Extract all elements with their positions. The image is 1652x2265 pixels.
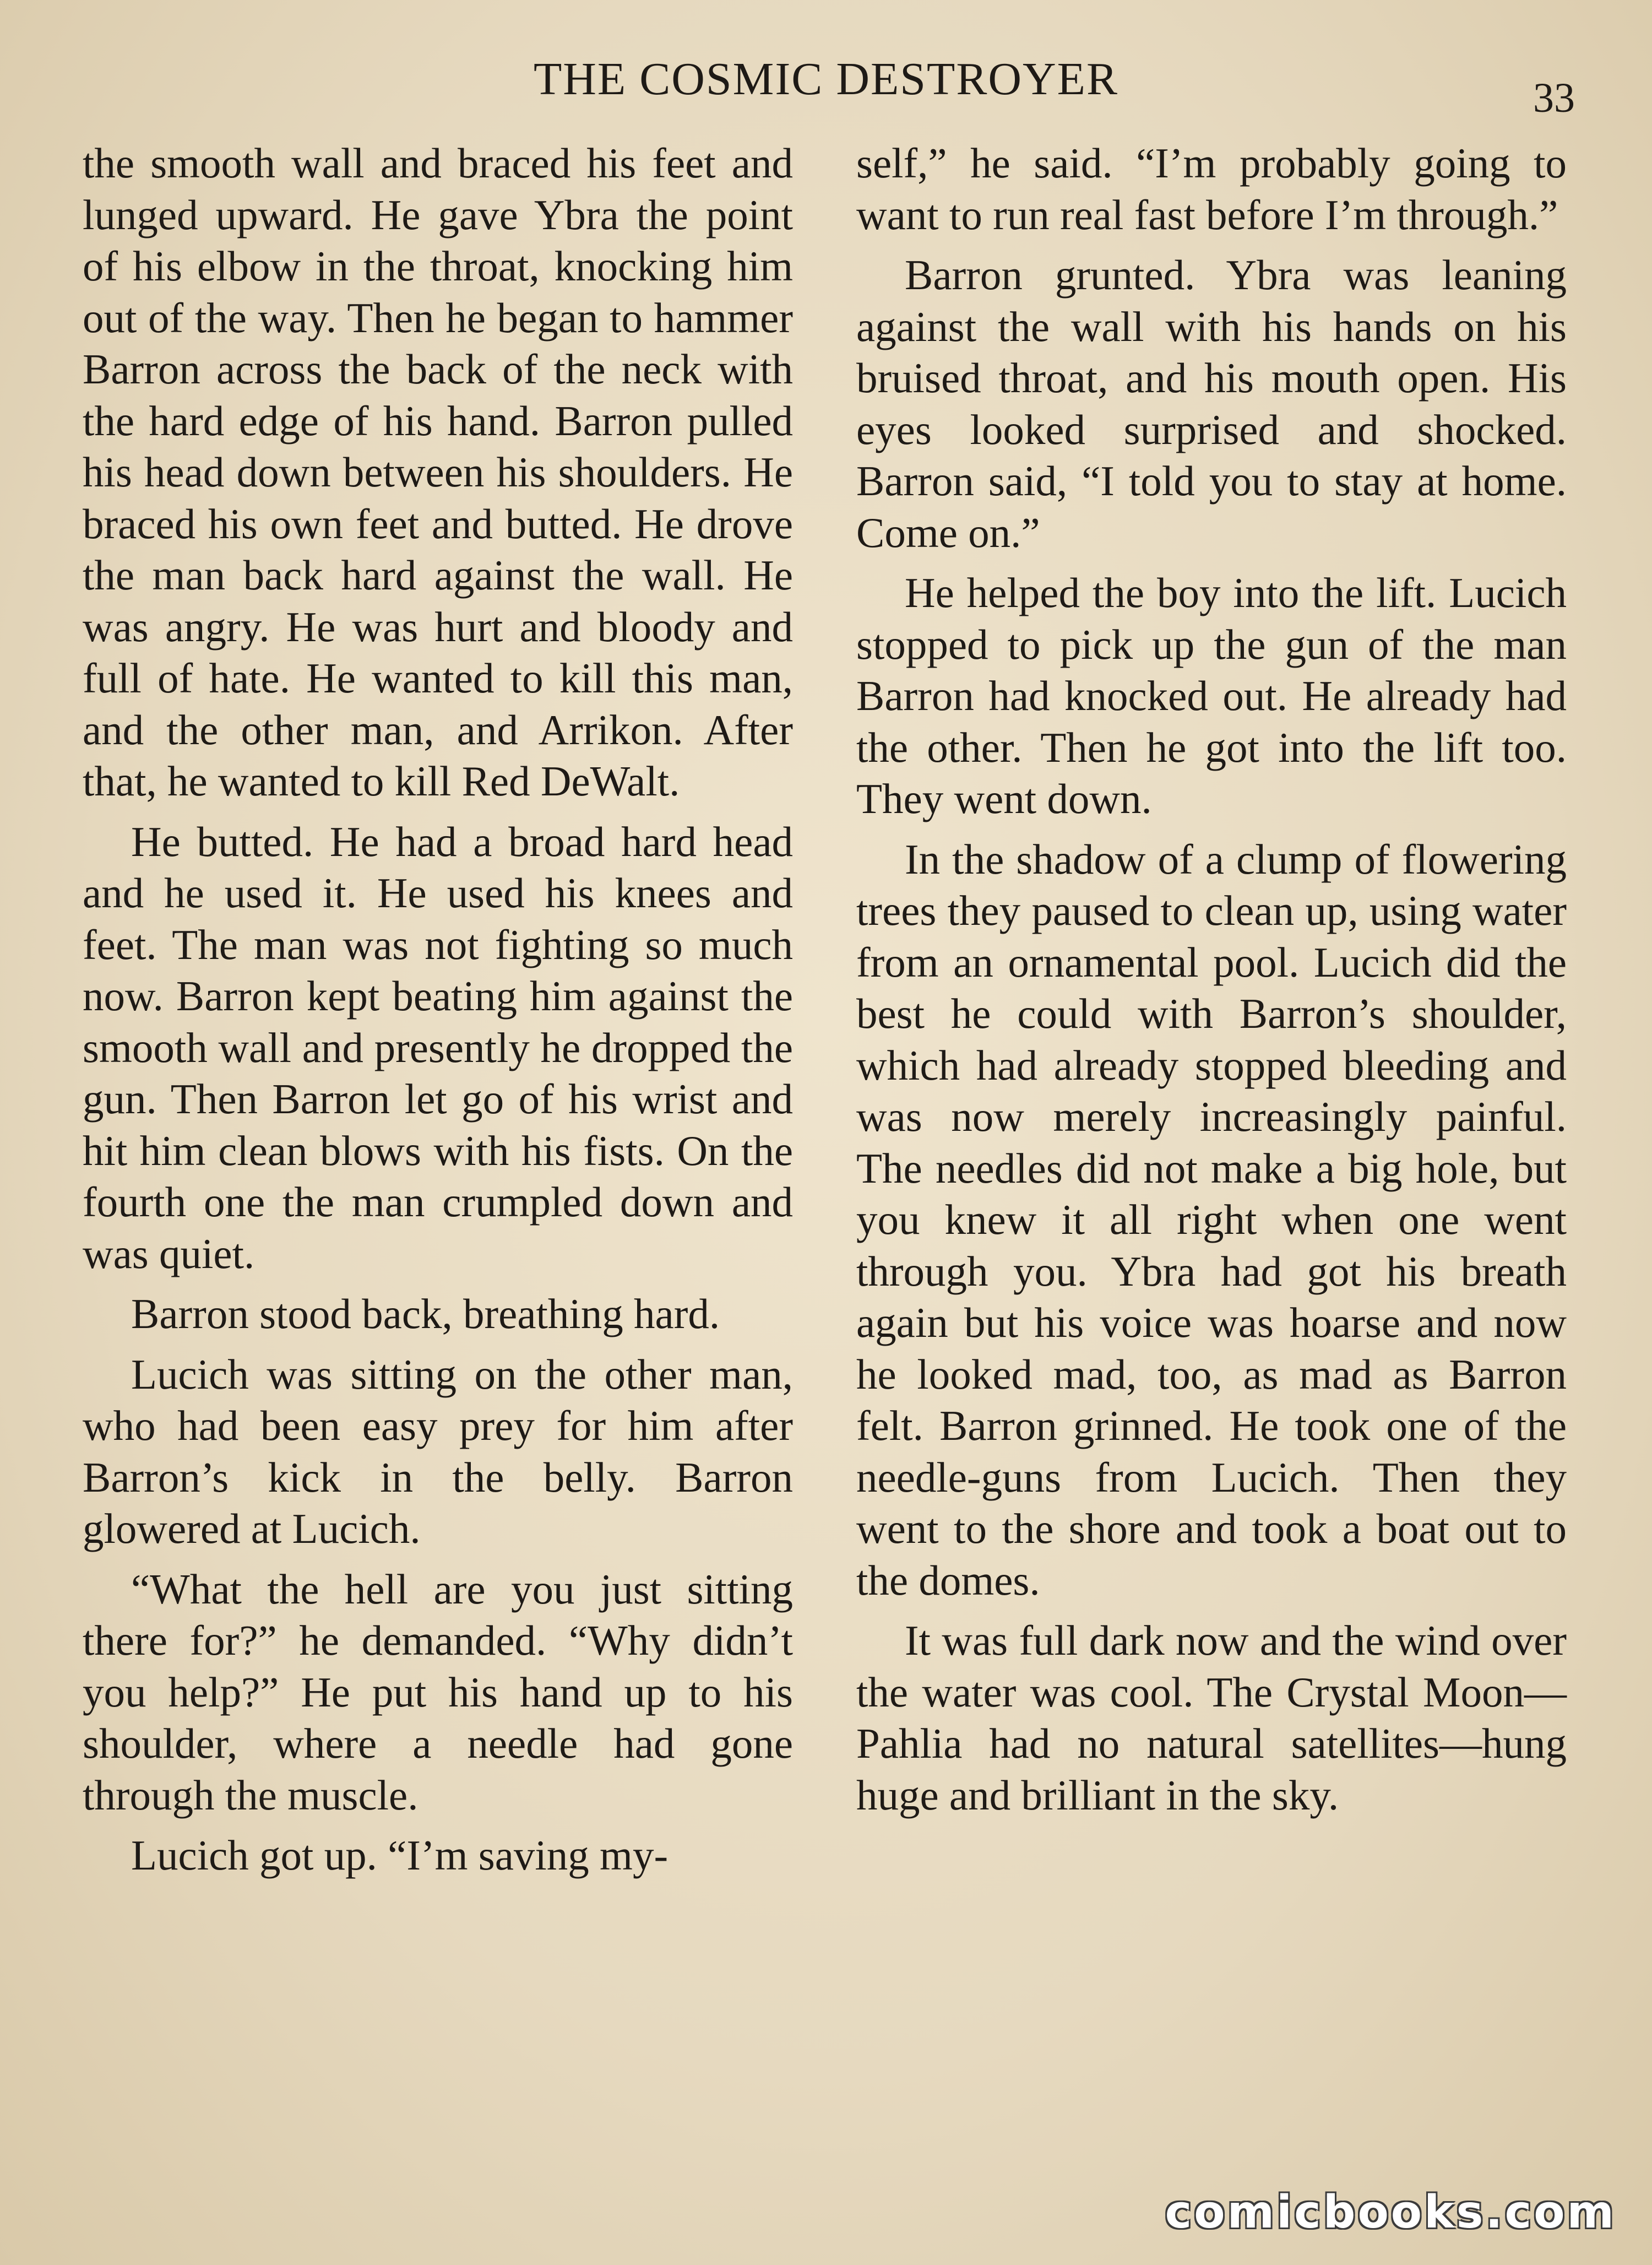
paragraph: Lucich was sitting on the other man, who had been easy prey for him after Barron’s kick in the belly. Barron glowered at Lucich.: [83, 1350, 793, 1552]
paragraph: Barron grunted. Ybra was leaning against the wall with his hands on his bruised throat, and his mouth open. His eyes looked surprised and shocked. Barron said, “I told you to stay at home. Come on.”: [856, 251, 1567, 556]
paragraph: He butted. He had a broad hard head and he used it. He used his knees and feet. The man was not fighting so much now. Barron kept beating him against the smooth wall and presently he dropped the gun. Then Barron let go of his wrist and hit him clean blows with his fists. On the fourth one the man crumpled down and was quiet.: [83, 817, 793, 1277]
page-number: 33: [1533, 75, 1575, 121]
watermark-logo: comicbooks.com: [1165, 2186, 1616, 2239]
running-header: THE COSMIC DESTROYER: [533, 53, 1119, 105]
paragraph: Lucich got up. “I’m saving my-: [131, 1831, 669, 1879]
paragraph: self,” he said. “I’m probably going to want to run real fast before I’m through.”: [856, 139, 1567, 239]
paragraph: It was full dark now and the wind over the water was cool. The Crystal Moon—Pahlia had no natural satellites—hung huge and brilliant in the sky.: [856, 1617, 1567, 1819]
left-column: [83, 138, 793, 1890]
paragraph: He helped the boy into the lift. Lucich stopped to pick up the gun of the man Barron had knocked out. He already had the other. Then he got into the lift too. They went down.: [856, 569, 1567, 822]
paragraph: the smooth wall and braced his feet and lunged upward. He gave Ybra the point of his elbow in the throat, knocking him out of the way. Then he began to hammer Barron across the back of the neck with the hard edge of his hand. Barron pulled his head down between his shoulders. He braced his own feet and butted. He drove the man back hard against the wall. He was angry. He was hurt and bloody and full of hate. He wanted to kill this man, and the other man, and Arrikon. After that, he wanted to kill Red DeWalt.: [83, 139, 793, 805]
right-column: [856, 138, 1567, 1830]
paragraph: Barron stood back, breathing hard.: [131, 1290, 720, 1337]
paragraph: In the shadow of a clump of flowering trees they paused to clean up, using water from an ornamental pool. Lucich did the best he could with Barron’s shoulder, which had already stopped bleeding and was now merely increasingly painful. The needles did not make a big hole, but you knew it all right when one went through you. Ybra had got his breath again but his voice was hoarse and now he looked mad, too, as mad as Barron felt. Barron grinned. He took one of the needle-guns from Lucich. Then they went to the shore and took a boat out to the domes.: [856, 835, 1567, 1604]
paragraph: “What the hell are you just sitting there for?” he demanded. “Why didn’t you help?” He put his hand up to his shoulder, where a needle had gone through the muscle.: [83, 1565, 793, 1819]
